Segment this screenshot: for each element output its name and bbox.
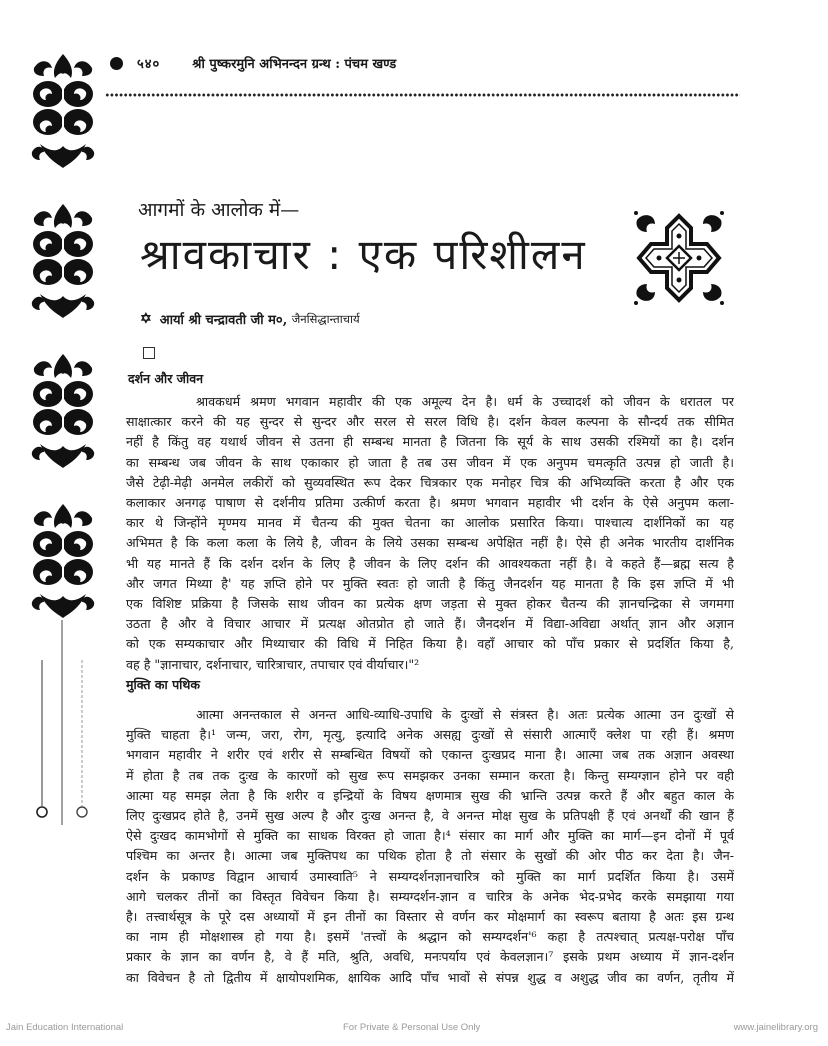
hanging-lines-decoration	[30, 620, 96, 830]
author-byline	[140, 310, 360, 328]
section-heading-darshan: दर्शन और जीवन	[128, 371, 204, 386]
text-line: भगवान महावीर ने शरीर एवं शरीर से सम्बन्धित विषयों को एकान्त दुःखप्रद माना है। आत्मा जब तक अज्ञान अवस्था	[126, 747, 734, 763]
author-name: आर्या श्री चन्द्रावती जी म०,	[159, 313, 288, 328]
text-line: कलाकार अनगढ़ पाषाण से दर्शनीय प्रतिमा उत्कीर्ण करता है। श्रमण भगवान महावीर भी दर्शन के ऐसे अनुपम कला-	[126, 495, 734, 511]
text-line: जैसे टेढ़ी-मेढ़ी अनमेल लकीरों को सुव्यवस्थित रूप देकर चित्रकार एक मनोहर चित्र की अभिव्यक्ति करता है और एक	[126, 474, 734, 490]
running-head: श्री पुष्करमुनि अभिनन्दन ग्रन्थ : पंचम खण्ड	[192, 57, 397, 72]
text-line: आत्मा अनन्तकाल से अनन्त आधि-व्याधि-उपाधि के दुःखों से संत्रस्त है। अतः प्रत्येक आत्मा उन दुःखों से	[196, 707, 734, 722]
floral-ornament-icon	[30, 352, 96, 470]
section-body-darshan	[126, 392, 734, 675]
page-header	[110, 48, 800, 78]
section-body-mukti	[126, 705, 734, 988]
star-icon: ✡	[140, 311, 152, 327]
floral-ornament-icon	[30, 202, 96, 320]
text-line: भी यह मानते हैं कि दर्शन दर्शन के लिए है जीवन के लिए दर्शन की आवश्यकता नहीं है। वे कहते हैं—ब्रह्म सत्य है	[126, 555, 734, 571]
text-line: साक्षात्कार करने की यह सुन्दर से सुन्दर और सरल से सरल विधि है। दर्शन केवल कल्पना के सौन्दर्य तक सीमित	[126, 414, 734, 430]
section-heading-mukti: मुक्ति का पथिक	[126, 677, 201, 692]
floral-ornament-icon	[30, 52, 96, 170]
page-number: ५४०	[137, 57, 161, 72]
text-line: है। तत्त्वार्थसूत्र के पूरे दस अध्यायों में इन तीनों का विस्तार से वर्णन कर मोक्षमार्ग का स्वरूप बताया है अतः इस ग्रन्थ	[126, 909, 734, 925]
square-marker-icon	[143, 347, 155, 359]
text-line: का विवेचन है तो द्वितीय में क्षायोपशमिक, क्षायिक आदि पाँच भावों से संपन्न शुद्ध व अशुद्ध जीव का वर्णन, तृतीय में	[126, 969, 734, 985]
text-line: आत्मा यह समझ लेता है कि शरीर व इन्द्रियों के विषय क्षणमात्र सुख की भ्रान्ति उत्पन्न करते हैं और बहुत काल के	[126, 787, 734, 803]
text-line: का नाम ही मोक्षशास्त्र हो गया है। इसमें 'तत्त्वों के श्रद्धान को सम्यग्दर्शन'⁶ कहा है तत्पश्चात् प्रत्यक्ष-परोक्ष पाँच	[126, 929, 734, 945]
text-line: कार थे जिन्होंने मृण्मय मानव में चैतन्य की मुक्त चेतना का आलोक प्रसारित किया। पाश्चात्य दार्शनिकों का यह	[126, 515, 734, 531]
text-line: ऐसे दुःखद कामभोगों से मुक्ति का साधक विरक्त हो जाता है।⁴ संसार का मार्ग और मुक्ति का मार्ग—इन दोनों में पूर्व	[126, 828, 734, 844]
text-line: पश्चिम का अन्तर है। आत्मा जब मुक्तिपथ का पथिक होता है तो संसार के सुखों की ओर पीठ कर देता है। जैन-	[126, 848, 734, 864]
text-line: आगे चलकर तीनों का विस्तृत विवेचन किया है। सम्यग्दर्शन-ज्ञान व चारित्र के अनेक भेद-प्रभेद करके समझाया गया	[126, 888, 734, 904]
left-ornament-border	[30, 52, 96, 652]
text-line: प्रकार के ज्ञान का वर्णन है, वे हैं मति, श्रुति, अवधि, मनःपर्याय एवं केवलज्ञान।⁷ इसके प्रथम अध्याय में ज्ञान-दर्शन	[126, 949, 734, 965]
floral-ornament-icon	[30, 502, 96, 620]
bullet-dot-icon	[110, 57, 123, 70]
text-line: में होता है तब तक दुःख के कारणों को सुख रूप समझकर उनका सम्मान करता है। किन्तु सम्यग्ज्ञान होने पर वही	[126, 767, 734, 783]
text-line: लिए दुःखप्रद होते है, उनमें सुख अल्प है और दुःख अनन्त है, वे अनन्त मोक्ष सुख के प्रतिपक्षी हैं एवं अनर्थों की खान हैं	[126, 808, 734, 824]
text-line: दर्शन के प्रकाण्ड विद्वान आचार्य उमास्वाति⁵ ने सम्यग्दर्शनज्ञानचारित्र को मुक्ति का मार्ग प्रदर्शित किया है। उसमें	[126, 868, 734, 884]
text-line: उठता है और वे विचार आचार में प्रत्यक्ष ओतप्रोत हो जाते हैं। जैनदर्शन में विद्या-अविद्या अर्थात् ज्ञान और अज्ञान	[126, 616, 734, 632]
dotted-divider	[105, 92, 740, 98]
text-line: अभिमत है कि कला कला के लिये है, जीवन के लिये उसका सम्बन्ध अपेक्षित नहीं है। ऐसे ही अनेक भारतीय दार्शनिक	[126, 535, 734, 551]
text-line: एक विशिष्ट प्रक्रिया है जिसके साथ जीवन का प्रत्येक क्षण जड़ता से मुक्त होकर चैतन्य की ज्ञानचन्द्रिका से जगमगा	[126, 596, 734, 612]
text-line: श्रावकधर्म श्रमण भगवान महावीर की एक अमूल्य देन है। धर्म के उच्चादर्श को जीवन के धरातल पर	[196, 394, 734, 409]
quatrefoil-ornament-icon	[633, 210, 725, 306]
footer-center: For Private & Personal Use Only	[343, 1022, 481, 1033]
article-kicker: आगमों के आलोक में—	[138, 199, 300, 221]
article-title: श्रावकाचार : एक परिशीलन	[140, 230, 587, 279]
text-line: मुक्ति चाहता है।¹ जन्म, जरा, रोग, मृत्यु, इत्यादि अनेक असह्य दुःखों से संसारी आत्माएँ क्लेश पा रही हैं। श्रमण	[126, 727, 734, 743]
footer-link[interactable]: www.jainelibrary.org	[733, 1022, 818, 1033]
text-line: वह है "ज्ञानाचार, दर्शनाचार, चारित्राचार, तपाचार एवं वीर्याचार।"²	[126, 656, 420, 672]
footer-left: Jain Education International	[6, 1022, 124, 1033]
text-line: नहीं है किंतु वह यथार्थ जीवन से उतना ही सम्बन्ध मानता है जितना कि सूर्य के साथ उसकी रश्मियों का है। दर्शन	[126, 434, 734, 450]
text-line: और जगत मिथ्या है' यह ज्ञप्ति होने पर मुक्ति स्वतः हो जाती है किंतु जैनदर्शन यह मानता है कि इस ज्ञप्ति में भी	[126, 575, 734, 591]
text-line: का सम्बन्ध जब जीवन के साथ एकाकार हो जाता है तब उस जीवन में एक अनुपम चमत्कृति उत्पन्न हो जाती है।	[126, 454, 734, 470]
author-title: जैनसिद्धान्ताचार्य	[291, 311, 360, 326]
text-line: को एक सम्यकाचार और मिथ्याचार की विधि में निहित किया है। वहाँ आचार को पाँच प्रकार से प्रदर्शित किया है,	[126, 636, 734, 652]
